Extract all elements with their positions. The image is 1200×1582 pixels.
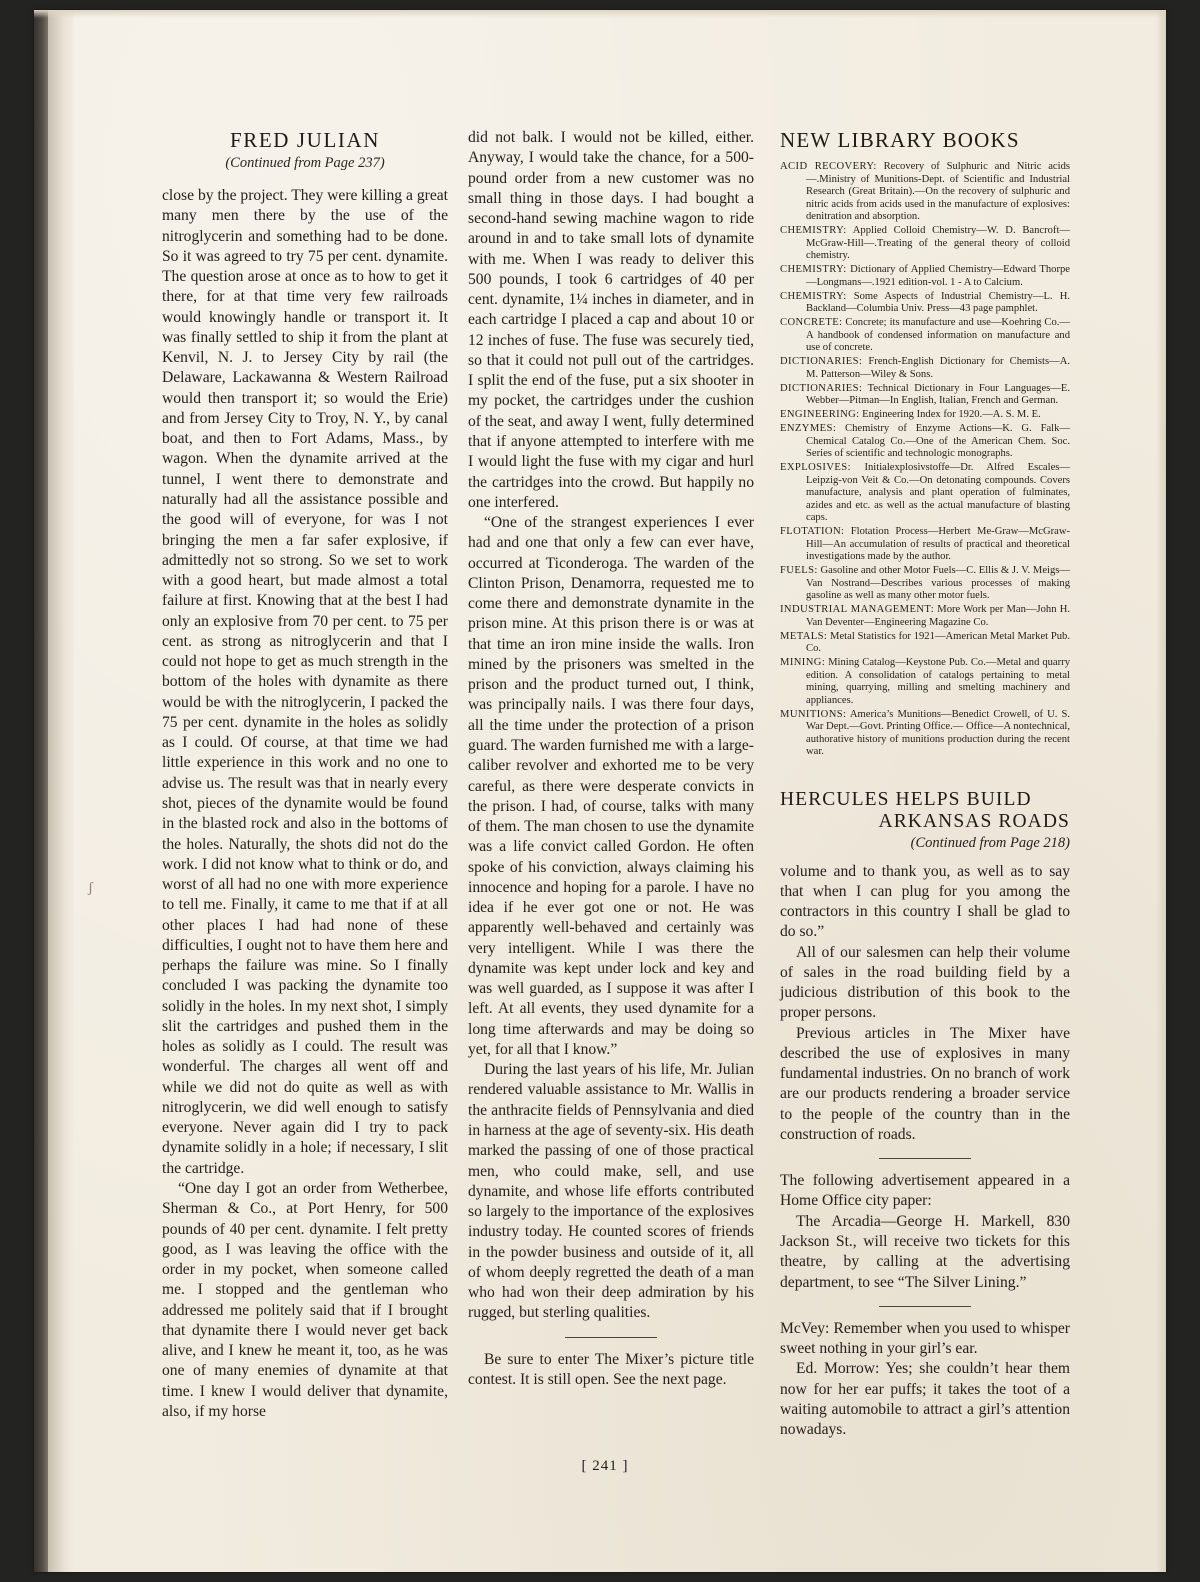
entry-keyword: FUELS: xyxy=(780,565,818,576)
entry-keyword: INDUSTRIAL MANAGEMENT: xyxy=(780,604,935,615)
page-edge-right xyxy=(1156,10,1166,1572)
list-item xyxy=(780,225,1070,263)
list-item xyxy=(780,604,1070,629)
entry-keyword: ENZYMES: xyxy=(780,423,837,434)
entry-text: More Work per Man—John H. Van Deventer—Engineering Magazine Co. xyxy=(806,604,1070,628)
page-content xyxy=(130,128,1080,1474)
paragraph: volume and to thank you, as well as to say that when I can plug for you among the contractors in this country I shall be glad to do so.” xyxy=(780,862,1070,941)
entry-text: Applied Colloid Chemistry—W. D. Bancroft—McGraw-Hill—.Treating of the general theory of colloid chemistry. xyxy=(806,225,1070,261)
entry-text: Engineering Index for 1920.—A. S. M. E. xyxy=(859,409,1041,420)
entry-text: Some Aspects of Industrial Chemistry—L. H. Backland—Columbia Univ. Press—43 page pamphlet. xyxy=(806,290,1070,314)
list-item xyxy=(780,631,1070,656)
hercules-title-line-1: HERCULES HELPS BUILD xyxy=(780,788,1032,810)
paragraph: All of our salesmen can help their volume of sales in the road building field by a judicious distribution of this book to the proper persons. xyxy=(780,943,1070,1022)
advertisement-body: The Arcadia—George H. Markell, 830 Jackson St., will receive two tickets for this theatre, by calling at the advertising department, to see “The Silver Lining.” xyxy=(780,1212,1070,1291)
list-item xyxy=(780,423,1070,461)
entry-keyword: METALS: xyxy=(780,630,828,642)
entry-keyword: FLOTATION: xyxy=(780,526,845,537)
entry-text: America’s Munitions—Benedict Crowell, of U. S. War Dept.—Govt. Printing Office.— Office—A nontechnical, authorative history of munitions production during the recent war. xyxy=(806,708,1070,757)
entry-text: Metal Statistics for 1921—American Metal Market Pub. Co. xyxy=(806,630,1070,654)
hercules-title-line-2: ARKANSAS ROADS xyxy=(878,810,1070,832)
paragraph: close by the project. They were killing a great many men there by the use of the nitroglycerin and something had to be done. So it was agreed to try 75 per cent. dynamite. The question arose at once as to how to get it there, for at that time very few railroads would knowingly handle or transport it. It was finally settled to ship it from the plant at Kenvil, N. J. to Jersey City by rail (the Delaware, Lackawanna & Western Railroad would then transport it; so would the Erie) and from Jersey City to Troy, N. Y., by canal boat, and then to Fort Adams, Mass., by wagon. When the dynamite arrived at the tunnel, I went there to demonstrate and naturally had all the assistance possible and the good will of everyone, for was I not bringing the men a far safer explosive, if admittedly not so strong. So we set to work with a good heart, but made almost a total failure at first. Knowing that at the best I had only an explosive from 70 per cent. to 75 per cent. as strong as nitroglycerin and that I could not hope to get as much strength in the bottom of the holes with dynamite as there would be with the nitroglycerin, I packed the 75 per cent. dynamite in the holes as solidly as I could. Of course, at that time we had little experience in this work and no one to advise us. The result was that in nearly every shot, pieces of the dynamite would be found in the blasted rock and also in the bottoms of the holes. Naturally, the shots did not do the work. I did not know what to think or do, and worst of all had no one with more experience to tell me. Finally, it came to me that if at all other places I had had none of these difficulties, I ought not to have them here and perhaps the failure was mine. So I finally concluded I was packing the dynamite too solidly in the holes. In my next shot, I simply slit the cartridges and pushed them in the holes as solidly as I could. The result was wonderful. The charges all went off and while we did not do quite as well as with nitroglycerin, we did well enough to satisfy everyone. Never again did I try to pack dynamite solidly in a hole; if necessary, I slit the cartridge. xyxy=(162,187,448,1177)
section-divider xyxy=(879,1158,971,1159)
joke-line-two: Ed. Morrow: Yes; she couldn’t hear them now for her ear puffs; it takes the toot of a waiting automobile to attract a girl’s attention nowadays. xyxy=(780,1360,1070,1439)
paragraph: “One of the strangest experiences I ever had and one that only a few can ever have, occurred at Ticonderoga. The warden of the Clinton Prison, Denamorra, requested me to come there and demonstrate dynamite in the prison mine. At this prison there is or was at that time an iron mine inside the walls. Iron mined by the prisoners was smelted in the prison and the product turned out, I think, was principally nails. I was there four days, all the time under the protection of a prison guard. The warden furnished me with a large-caliber revolver and exhorted me to be very careful, as there were desperate convicts in the prison. I had, of course, talks with many of them. The man chosen to use the dynamite was a life convict called Gordon. He often spoke of his conviction, always claiming his innocence and hoping for a parole. I have no idea if he ever got one or not. He was apparently well-behaved and certainly was very intelligent. While I was there the dynamite was kept under lock and key and was well guarded, as I suppose it was after I left. At all events, they used dynamite for a long time afterwards and may be doing so yet, for all that I know.” xyxy=(468,514,754,1058)
paragraph: did not balk. I would not be killed, either. Anyway, I would take the chance, for a 500-pound order from a new customer was no small thing in those days. I had bought a second-hand sewing machine wagon to ride around in and to take small lots of dynamite with me. When I was ready to deliver this 500 pounds, I took 6 cartridges of 40 per cent. dynamite, 1¼ inches in diameter, and in each cartridge I placed a cap and about 10 or 12 inches of fuse. The fuse was securely tied, so that it could not pull out of the cartridges. I split the end of the fuse, put a six shooter in my pocket, the cartridges under the cushion of the seat, and away I went, fully determined that if anyone attempted to interfere with me I would light the fuse with my cigar and hurl the cartridges into the crowd. But happily no one interfered. xyxy=(468,129,754,511)
list-item xyxy=(780,526,1070,564)
library-book-list xyxy=(780,161,1070,759)
advertisement-intro: The following advertisement appeared in a Home Office city paper: xyxy=(780,1172,1070,1210)
entry-text: French-English Dictionary for Chemists—A. M. Patterson—Wiley & Sons. xyxy=(806,356,1070,380)
hercules-continued-note: (Continued from Page 218) xyxy=(910,834,1070,851)
paper-sheet xyxy=(34,10,1166,1572)
entry-text: Concrete; its manufacture and use—Koehring Co.—A handbook of condensed information on manufacture and use of concrete. xyxy=(806,317,1070,353)
list-item xyxy=(780,657,1070,707)
list-item xyxy=(780,264,1070,289)
column-three xyxy=(780,128,1070,1440)
paper-smudge: ʃ xyxy=(88,880,93,896)
entry-keyword: CONCRETE: xyxy=(780,317,843,328)
list-item xyxy=(780,383,1070,408)
section-divider xyxy=(565,1337,657,1338)
list-item xyxy=(780,161,1070,224)
section-divider xyxy=(879,1306,971,1307)
page-number: [ 241 ] xyxy=(581,1458,629,1474)
page-edge-top xyxy=(34,10,1166,18)
column-two xyxy=(468,128,754,1390)
column-one xyxy=(162,128,448,1422)
list-item xyxy=(780,356,1070,381)
entry-keyword: EXPLOSIVES: xyxy=(780,462,851,473)
paragraph: Previous articles in The Mixer have described the use of explosives in many fundamental industries. On no branch of work are our products rendering a broader service to the people of the country than in the construction of roads. xyxy=(780,1024,1070,1143)
entry-text: Chemistry of Enzyme Actions—K. G. Falk—Chemical Catalog Co.—One of the American Chem. Soc. Series of scientific and technologic monographs. xyxy=(806,423,1070,459)
paragraph: During the last years of his life, Mr. Julian rendered valuable assistance to Mr. Wallis in the anthracite fields of Pennsylvania and died in harness at the age of seventy-six. His death marked the passing of one of those practical men, who could make, sell, and use dynamite, and whose life efforts contributed so largely to the importance of the explosives industry today. He counted scores of friends in the powder business and outside of it, all of whom deeply regretted the death of a man who had won their deep admiration by his rugged, but sterling qualities. xyxy=(468,1061,754,1322)
entry-keyword: ENGINEERING: xyxy=(780,409,860,420)
paragraph: “One day I got an order from Wetherbee, Sherman & Co., at Port Henry, for 500 pounds of 40 per cent. dynamite. I felt pretty good, as I was leaving the office with the order in my pocket, when someone called me. I stopped and the gentleman who addressed me politely said that if I brought that dynamite there I would never get back alive, and I knew he meant it, too, as he was one of many enemies of dynamite at that time. I knew I would deliver that dynamite, also, if my horse xyxy=(162,1180,448,1420)
entry-keyword: DICTIONARIES: xyxy=(780,356,863,367)
article-heading: FRED JULIAN xyxy=(229,128,381,152)
entry-text: Mining Catalog—Keystone Pub. Co.—Metal and quarry edition. A consolidation of catalogs pertaining to metal mining, quarrying, milling and smelting machinery and appliances. xyxy=(806,657,1070,706)
entry-text: Flotation Process—Herbert Me-Graw—McGraw-Hill—An accumulation of results of practical and theoretical investigations made by the author. xyxy=(806,526,1070,562)
library-section-title: NEW LIBRARY BOOKS xyxy=(780,128,1020,152)
entry-keyword: CHEMISTRY: xyxy=(780,290,847,302)
entry-keyword: CHEMISTRY: xyxy=(780,225,847,236)
joke-line-one: McVey: Remember when you used to whisper sweet nothing in your girl’s ear. xyxy=(780,1319,1070,1358)
list-item xyxy=(780,462,1070,525)
list-item xyxy=(780,409,1070,422)
entry-keyword: DICTIONARIES: xyxy=(780,382,863,394)
entry-keyword: CHEMISTRY: xyxy=(780,264,847,275)
entry-keyword: MUNITIONS: xyxy=(780,708,847,720)
entry-text: Recovery of Sulphuric and Nitric acids—.Ministry of Munitions-Dept. of Scientific and Industrial Research (Great Britain).—On the recovery of sulphuric and nitric acids from acids used in the manufacture of explosives: denitration and absorption. xyxy=(806,161,1070,222)
entry-keyword: MINING: xyxy=(780,657,826,668)
list-item xyxy=(780,709,1070,759)
article-continued-note: (Continued from Page 237) xyxy=(225,155,385,171)
entry-text: Dictionary of Applied Chemistry—Edward Thorpe—Longmans—.1921 edition-vol. 1 - A to Calcium. xyxy=(806,264,1070,288)
entry-text: Initialexplosivstoffe—Dr. Alfred Escales—Leipzig-von Veit & Co.—On detonating compounds. Covers manufacture, analysis and plant operation of fulminates, azides and etc. as well as the actual manufacture of blasting caps. xyxy=(806,462,1070,523)
list-item xyxy=(780,565,1070,603)
binding-shadow xyxy=(34,10,48,1572)
hercules-section xyxy=(780,789,1070,1146)
entry-text: Technical Dictionary in Four Languages—E. Webber—Pitman—In English, Italian, French and German. xyxy=(806,382,1070,406)
entry-text: Gasoline and other Motor Fuels—C. Ellis & J. V. Meigs—Van Nostrand—Describes various processes of making gasoline as well as many other motor fuels. xyxy=(806,565,1070,601)
list-item xyxy=(780,317,1070,355)
contest-note: Be sure to enter The Mixer’s picture title contest. It is still open. See the next page. xyxy=(468,1350,754,1388)
list-item xyxy=(780,291,1070,316)
entry-keyword: ACID RECOVERY: xyxy=(780,161,877,172)
